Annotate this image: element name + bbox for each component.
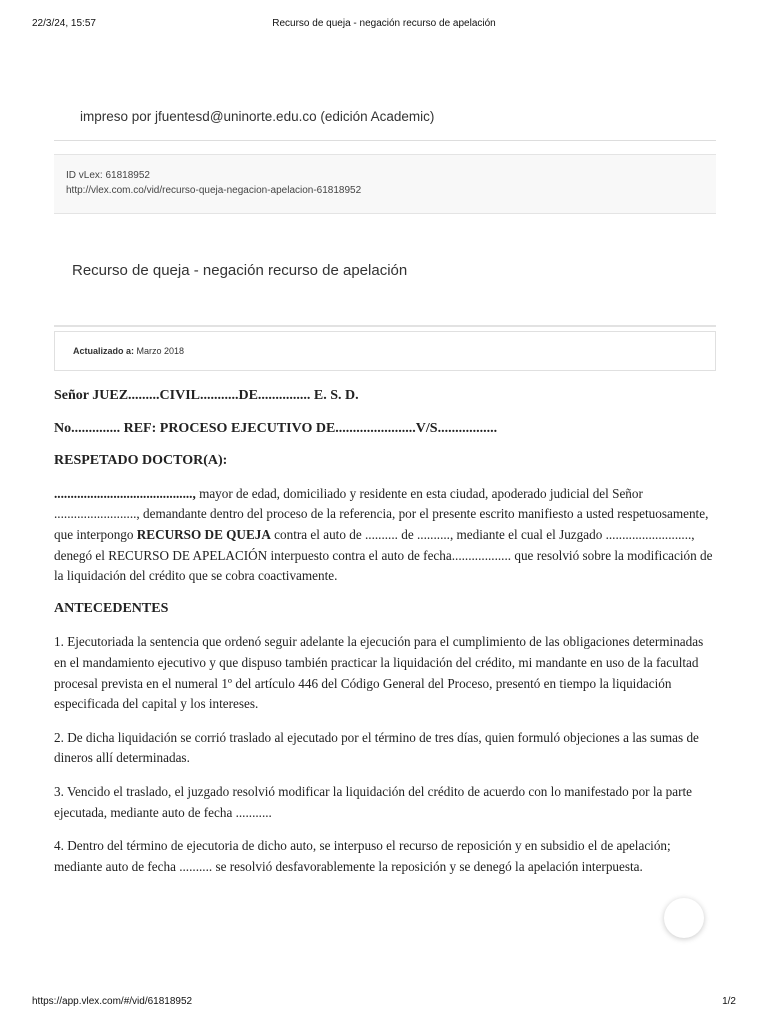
intro-blank: ..........................................,	[54, 485, 196, 501]
updated-row	[73, 346, 184, 356]
vlex-url[interactable]: http://vlex.com.co/vid/recurso-queja-negacion-apelacion-61818952	[66, 185, 362, 196]
printed-by-notice: impreso por jfuentesd@uninorte.edu.co (edición Academic)	[80, 109, 435, 124]
respected-doctor: RESPETADO DOCTOR(A):	[54, 453, 228, 469]
antecedentes-heading: ANTECEDENTES	[54, 600, 169, 616]
vlex-info-box	[54, 154, 716, 214]
floating-action-button[interactable]	[664, 898, 704, 938]
antecedente-item: 4. Dentro del término de ejecutoria de dicho auto, se interpuso el recurso de reposición y en subsidio el de apelación; mediante auto de fecha .......... se resolvió desfavorablemente la reposición y se denegó la apelación interpuesta.	[54, 838, 671, 874]
updated-label: Actualizado a:	[73, 346, 135, 356]
antecedente-item: 1. Ejecutoriada la sentencia que ordenó seguir adelante la ejecución para el cumplimiento de las obligaciones determinadas en el mandamiento ejecutivo y que dispuso también practicar la liquidación del crédito, mi mandante en uso de la facultad procesal prevista en el numeral 1º del artículo 446 del Código General del Proceso, presentó en tiempo la liquidación especificada del capital y los intereses.	[54, 634, 704, 712]
intro-bold: RECURSO DE QUEJA	[136, 526, 271, 542]
updated-value: Marzo 2018	[136, 346, 185, 356]
print-datetime: 22/3/24, 15:57	[32, 18, 96, 29]
intro-text-1: mayor de edad, domiciliado y residente en esta ciudad, apoderado judicial del Señor ........................., demandante dentro del proceso de la referencia, por el presente escrito manifiesto a usted respetuosamente, que interpongo	[54, 485, 709, 542]
divider	[54, 140, 716, 141]
divider	[54, 325, 716, 327]
reference-line: No.............. REF: PROCESO EJECUTIVO DE.......................V/S.................	[54, 420, 498, 436]
document-body	[54, 382, 718, 877]
print-title: Recurso de queja - negación recurso de apelación	[272, 18, 496, 29]
vlex-id: ID vLex: 61818952	[66, 170, 150, 181]
document-title: Recurso de queja - negación recurso de apelación	[72, 262, 408, 279]
intro-paragraph	[54, 484, 718, 587]
antecedente-item: 2. De dicha liquidación se corrió traslado al ejecutado por el término de tres días, quien formuló objeciones a las sumas de dineros allí determinadas.	[54, 729, 699, 766]
updated-box	[54, 331, 716, 371]
print-footer	[32, 996, 736, 1010]
intro-text-2: contra el auto de .......... de .........., mediante el cual el Juzgado .........................., denegó el RECURSO DE APELACIÓN interpuesto contra el auto de fecha.................. que resolvió sobre la modificación de la liquidación del crédito que se cobra coactivamente.	[54, 526, 713, 584]
salutation-judge: Señor JUEZ.........CIVIL...........DE............... E. S. D.	[54, 388, 359, 403]
antecedente-item: 3. Vencido el traslado, el juzgado resolvió modificar la liquidación del crédito de acuerdo con lo manifestado por la parte ejecutada, mediante auto de fecha ...........	[54, 783, 693, 820]
page-number: 1/2	[722, 996, 736, 1007]
print-header	[32, 18, 736, 32]
footer-url: https://app.vlex.com/#/vid/61818952	[32, 996, 193, 1007]
